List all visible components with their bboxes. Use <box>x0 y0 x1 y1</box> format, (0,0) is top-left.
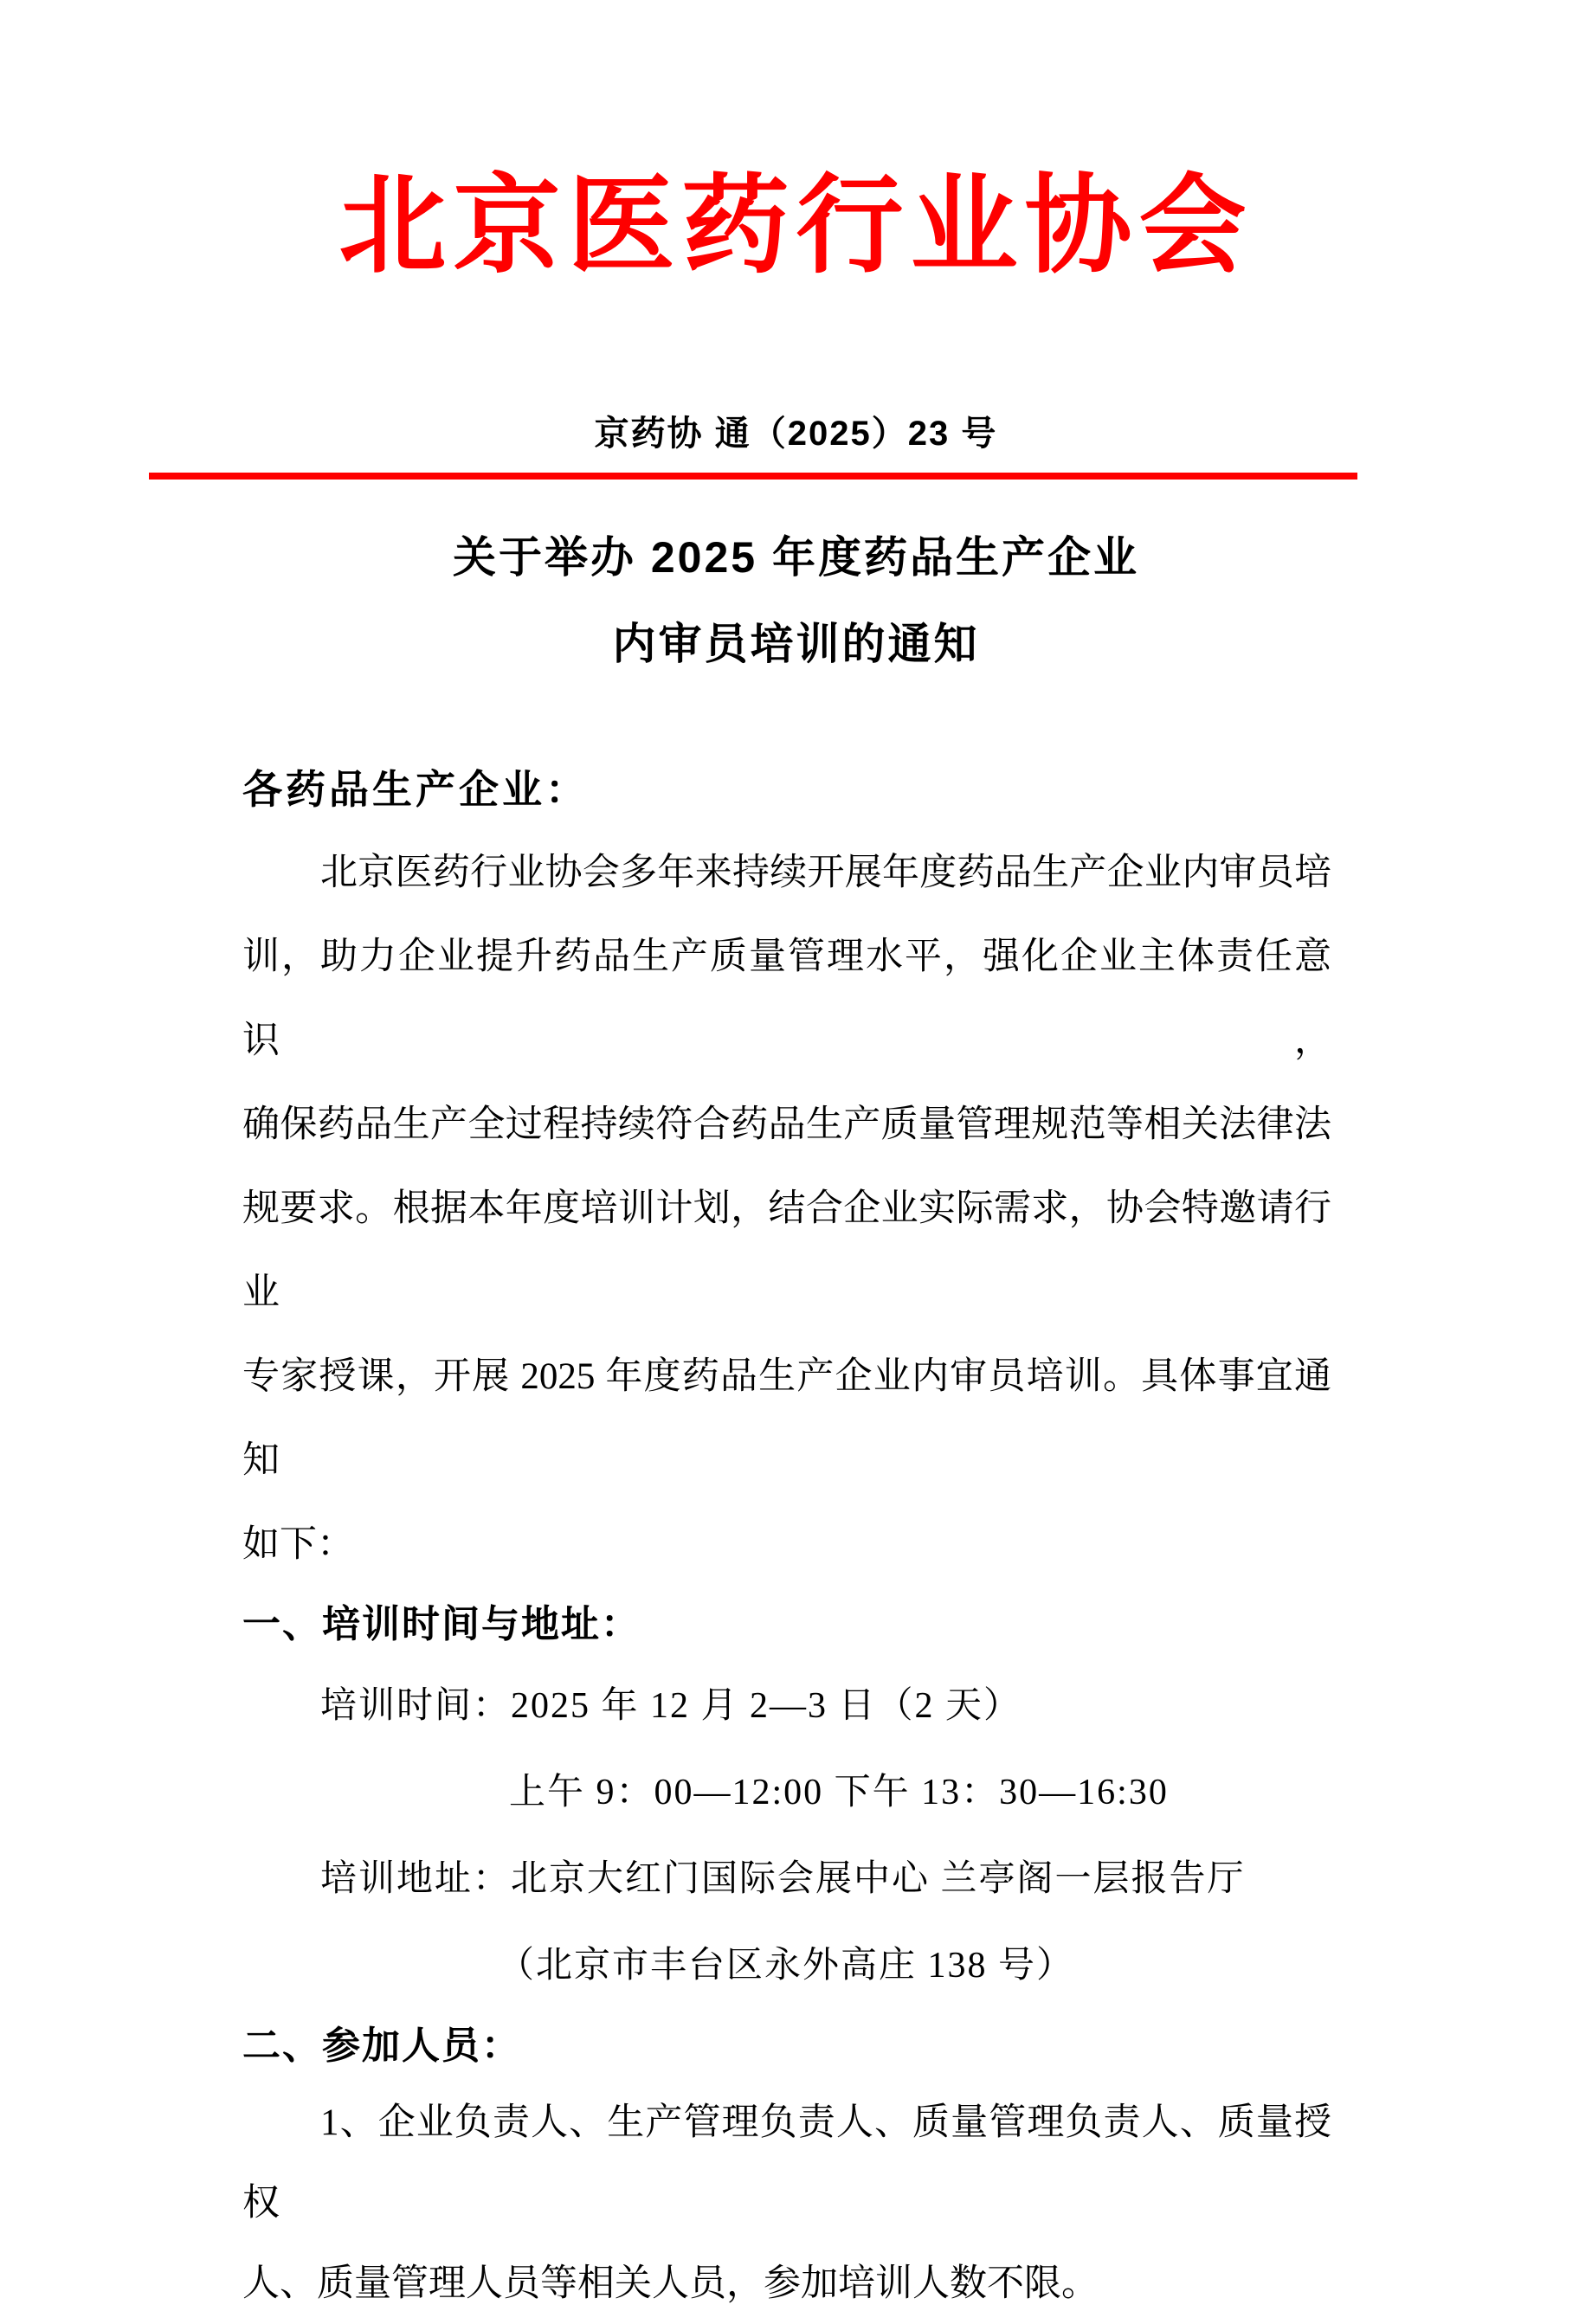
intro-paragraph <box>242 831 1331 1587</box>
intro-line-6: 如下： <box>242 1524 354 1565</box>
section-1-heading: 一、培训时间与地址： <box>242 1603 641 1645</box>
intro-line-2: 训，助力企业提升药品生产质量管理水平，强化企业主体责任意识， <box>242 937 1331 1061</box>
organization-title: 北京医药行业协会 <box>338 167 1254 286</box>
salutation: 各药品生产企业： <box>242 768 589 812</box>
training-time-line: 培训时间：2025 年 12 月 2—3 日（2 天） <box>320 1686 1022 1726</box>
notice-title <box>0 514 1592 687</box>
intro-line-1: 北京医药行业协会多年来持续开展年度药品生产企业内审员培 <box>320 853 1331 893</box>
document-body <box>242 763 1331 2324</box>
training-address-line: 培训地址：北京大红门国际会展中心 兰亭阁一层报告厅 <box>320 1859 1246 1899</box>
intro-line-5: 专家授课，开展 2025 年度药品生产企业内审员培训。具体事宜通知 <box>242 1356 1331 1481</box>
training-time-detail-line: 上午 9：00—12:00 下午 13：30—16:30 <box>509 1773 1169 1812</box>
notice-title-line-2: 内审员培训的通知 <box>612 620 980 668</box>
participants-line-1: 1、企业负责人、生产管理负责人、质量管理负责人、质量授权 <box>242 2102 1331 2224</box>
intro-line-4: 规要求。根据本年度培训计划，结合企业实际需求，协会特邀请行业 <box>242 1188 1331 1313</box>
training-address-detail-line: （北京市丰台区永外高庄 138 号） <box>498 1946 1075 1986</box>
red-divider-rule <box>149 473 1357 480</box>
section-2-heading: 二、参加人员： <box>242 2025 521 2067</box>
notice-title-line-1: 关于举办 2025 年度药品生产企业 <box>452 533 1139 582</box>
document-number: 京药协 通（2025）23 号 <box>594 415 998 453</box>
intro-line-3: 确保药品生产全过程持续符合药品生产质量管理规范等相关法律法 <box>242 1104 1331 1145</box>
participants-line-2: 人、质量管理人员等相关人员，参加培训人数不限。 <box>242 2263 1099 2304</box>
